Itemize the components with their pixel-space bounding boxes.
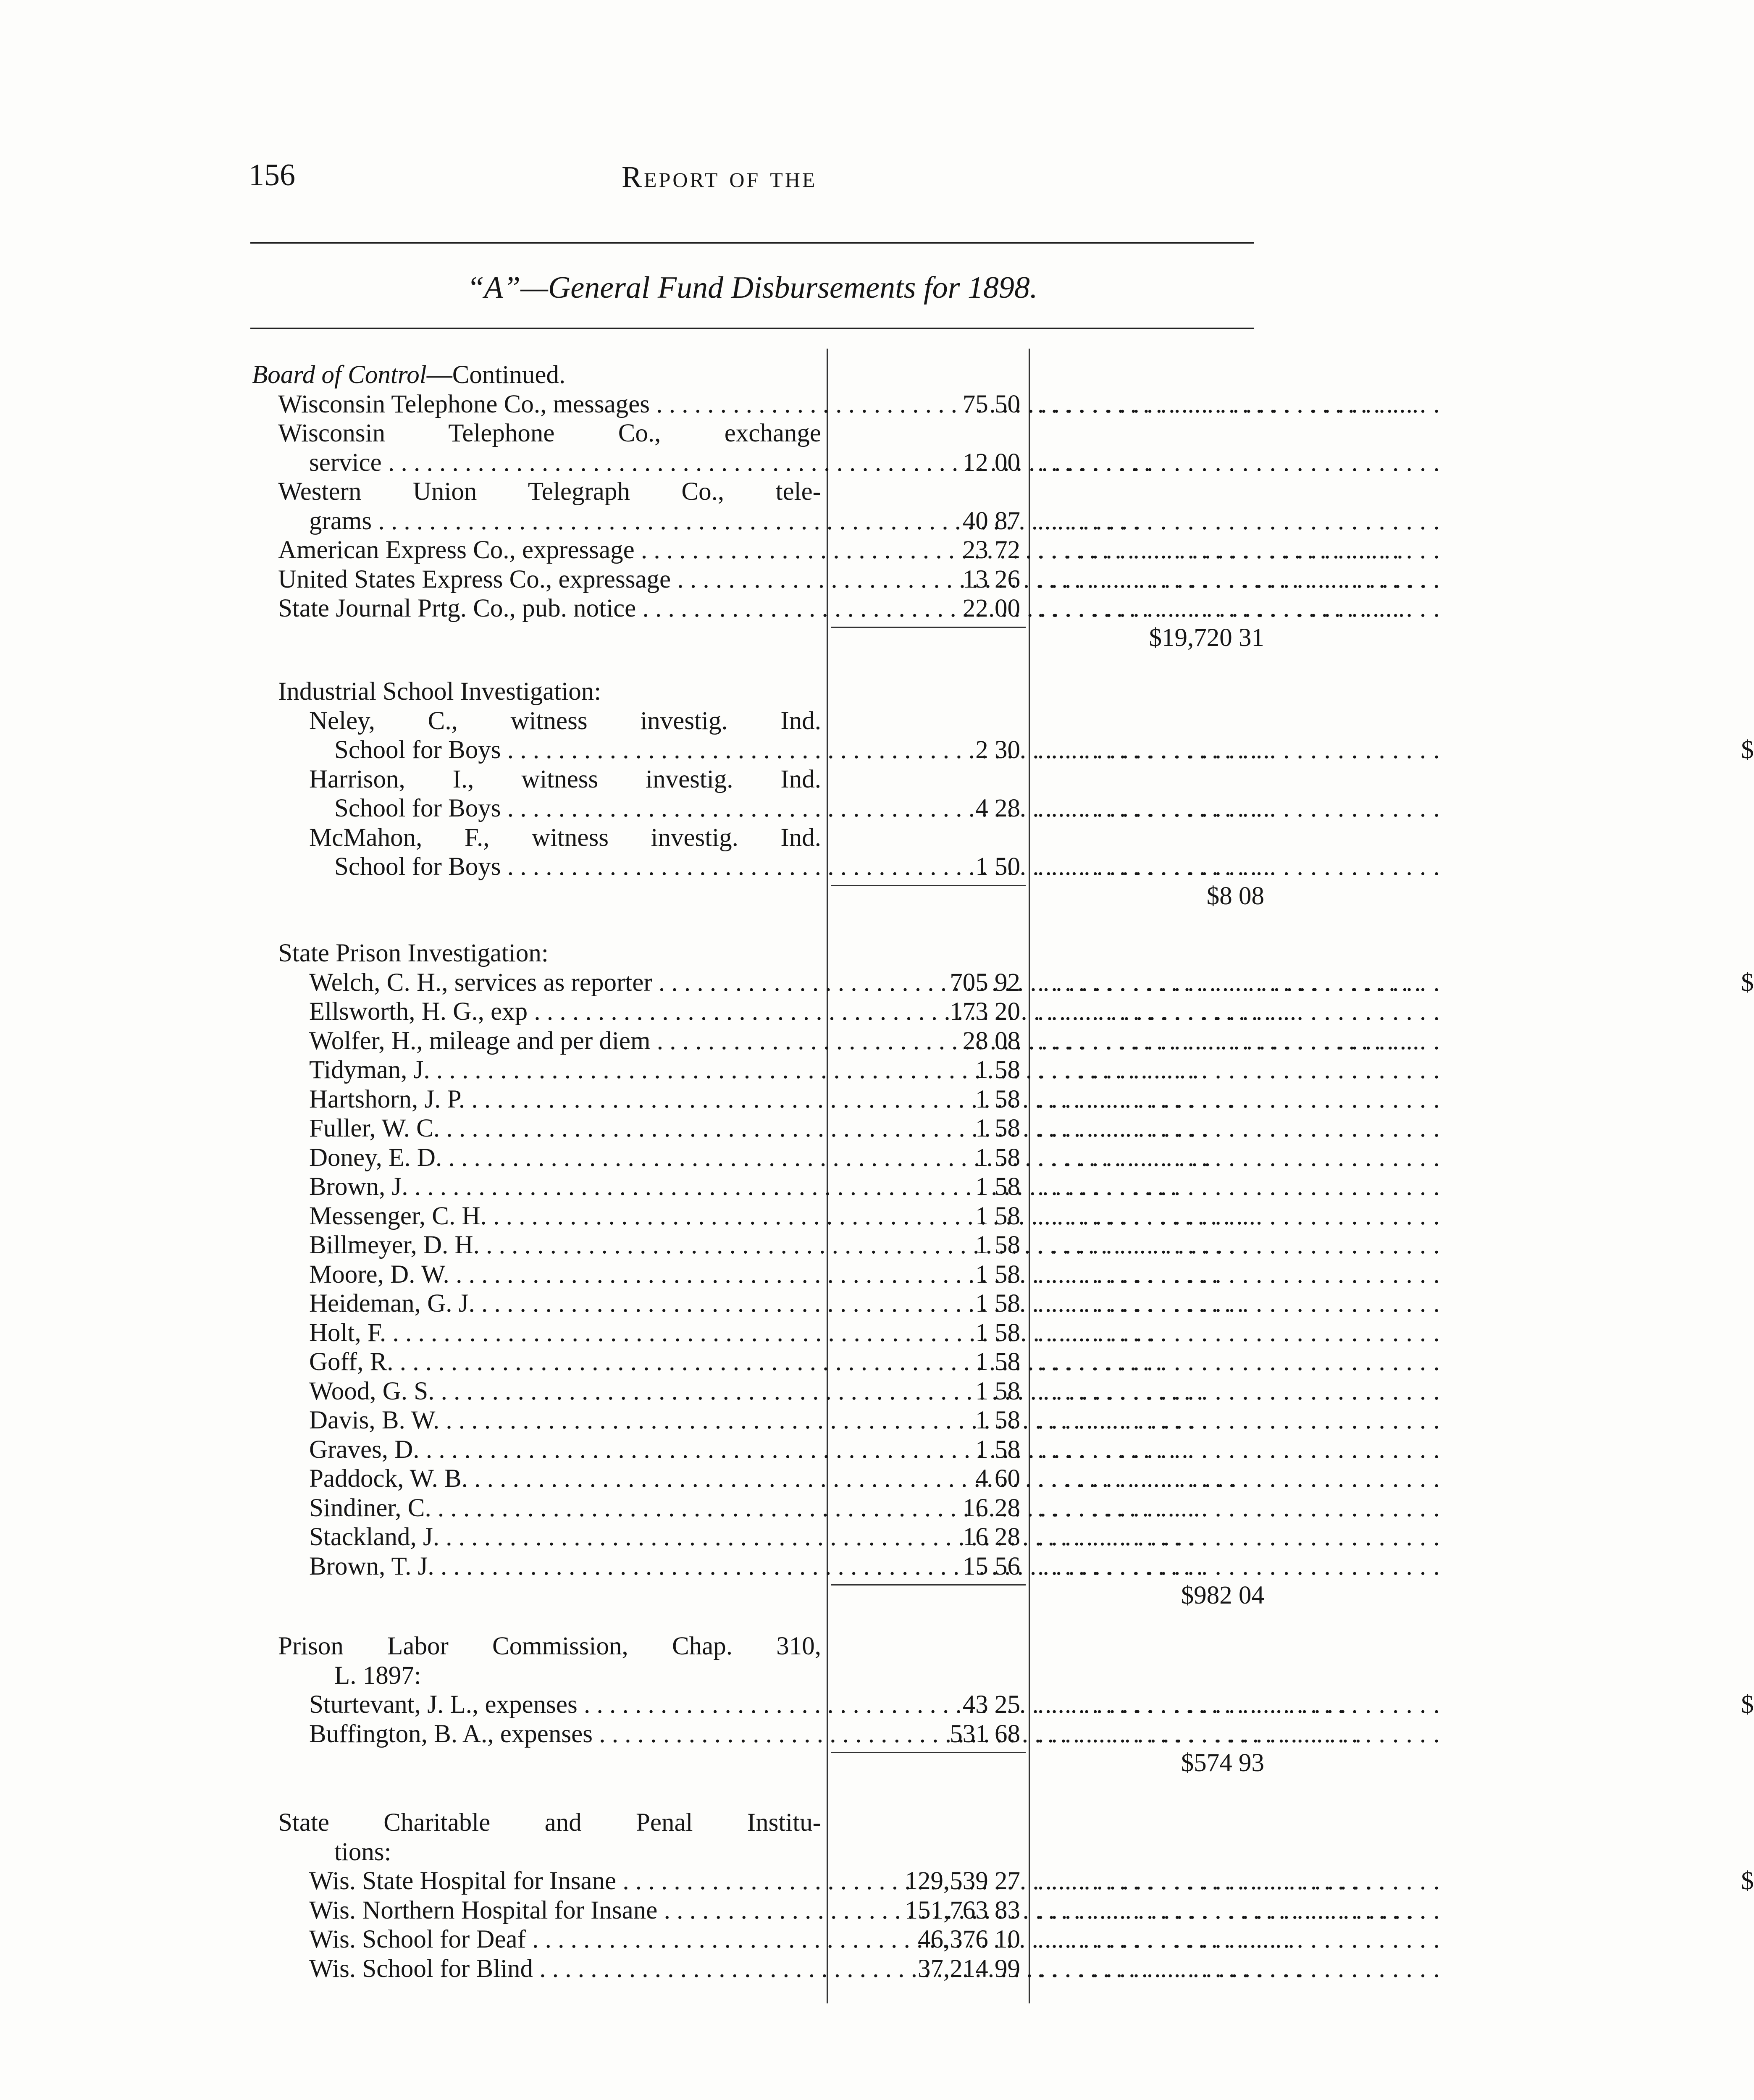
entry-description: Western Union Telegraph Co., tele- [278,478,821,506]
entry-amount: 37,214 99 [918,1954,1020,1983]
total-leader-dots [1037,1406,1264,1435]
table-row [0,1581,1337,1610]
page-number: 156 [249,158,295,192]
table-title: “A”—General Fund Disbursements for 1898. [467,270,1038,305]
dollar-sign: $ [1741,968,1754,997]
table-row [0,1522,1337,1552]
entry-description: Sindiner, C. . . . [309,1494,821,1523]
section-heading: tions: [334,1838,391,1866]
entry-amount: 1 58 [975,1114,1020,1142]
entry-amount: 1 50 [975,853,1020,881]
total-leader-dots [1037,735,1264,765]
total-leader-dots [1037,1954,1264,1984]
entry-description: Holt, F. . . . [309,1318,821,1348]
entry-description: Fuller, W. C. . . . [309,1114,821,1143]
table-row [0,360,1337,390]
entry-amount: 46,376 10 [918,1925,1020,1953]
total-leader-dots [1037,1377,1264,1406]
table-row [0,1231,1337,1260]
table-row [0,1406,1337,1435]
table-row [0,1748,1337,1778]
table-row [0,1055,1337,1085]
entry-description: service . . . [309,448,821,478]
entry-description: Wis. School for Deaf . . . [309,1925,821,1954]
table-row [0,1954,1337,1984]
table-row [0,623,1337,653]
total-leader-dots [1037,1318,1264,1348]
entry-amount: 22 00 [962,594,1020,622]
total-leader-dots [1037,1260,1264,1289]
total-leader-dots [1037,390,1264,419]
table-row [0,997,1337,1026]
entry-amount: 12 00 [962,448,1020,477]
entry-amount: 1 58 [975,1056,1020,1084]
entry-amount: 4 60 [975,1465,1020,1493]
entry-amount: 15 56 [962,1552,1020,1580]
table-row [0,419,1337,448]
total-leader-dots [1037,1143,1264,1173]
entry-description: School for Boys . . . [334,794,821,823]
total-leader-dots [1037,594,1264,623]
table-row [0,765,1337,794]
table-row [0,1347,1337,1377]
table-row [0,1719,1337,1749]
entry-description: Graves, D. . . . [309,1435,821,1465]
entry-amount: 16 28 [962,1523,1020,1551]
total-leader-dots [1037,1289,1264,1318]
entry-amount: 1 58 [975,1406,1020,1434]
entry-amount: 28 08 [962,1026,1020,1055]
entry-description: Hartshorn, J. P. . . . [309,1085,821,1114]
entry-description: Stackland, J. . . . [309,1522,821,1552]
entry-amount: 23 72 [962,536,1020,564]
total-leader-dots [1037,1114,1264,1143]
entry-amount: 4 28 [975,794,1020,822]
entry-description: Goff, R. . . . [309,1347,821,1377]
section-heading: State Charitable and Penal Institu- [278,1809,821,1837]
entry-description: Heideman, G. J. . . . [309,1289,821,1318]
total-leader-dots [1037,536,1264,565]
table-row [0,1260,1337,1289]
total-leader-dots [1037,1896,1264,1925]
table-row [0,536,1337,565]
entry-description: School for Boys . . . [334,735,821,765]
table-row [0,1808,1337,1838]
table-row [0,1494,1337,1523]
table-row [0,852,1337,882]
entry-amount: 173 20 [950,998,1020,1026]
entry-amount [834,1866,1754,1896]
total-leader-dots [1037,1494,1264,1523]
entry-amount: 1 58 [975,1318,1020,1347]
entry-description: Wisconsin Telephone Co., exchange [278,419,821,447]
entry-description: Buffington, B. A., expenses . . . [309,1719,821,1749]
amount-value: 2 30 [975,736,1020,764]
section-heading: Prison Labor Commission, Chap. 310, [278,1632,821,1660]
table-row [0,1114,1337,1143]
table-row [0,1289,1337,1318]
entry-amount: 16 28 [962,1494,1020,1522]
entry-description: Doney, E. D. . . . [309,1143,821,1173]
entry-description: Paddock, W. B. . . . [309,1464,821,1494]
entry-description: grams . . . [309,507,821,536]
entry-description: Sturtevant, J. L., expenses . . . [309,1690,821,1719]
total-leader-dots [1037,852,1264,882]
total-leader-dots [1037,1866,1264,1896]
entry-amount: 1 58 [975,1435,1020,1464]
entry-amount [834,735,1754,765]
entry-description: United States Express Co., expressage . . . [278,565,821,594]
section-total: $8 08 [1206,882,1264,910]
entry-amount: 1 58 [975,1260,1020,1289]
running-head: Report of the [622,160,817,194]
entry-amount: 1 58 [975,1143,1020,1172]
entry-amount: 1 58 [975,1377,1020,1405]
total-leader-dots [1037,794,1264,823]
table-row [0,823,1337,853]
section-total: $574 93 [1181,1749,1264,1777]
total-leader-dots [1037,1719,1264,1749]
total-leader-dots [1037,1055,1264,1085]
table-row [0,1925,1337,1954]
table-row [0,1318,1337,1348]
entry-amount: 1 58 [975,1085,1020,1113]
entry-amount: 1 58 [975,1173,1020,1201]
entry-amount [834,1690,1754,1719]
section-heading-suffix: —Continued. [426,361,566,389]
entry-amount: 75 50 [962,390,1020,418]
amount-value: 43 25 [962,1690,1020,1719]
section-heading-title: Board of Control [252,361,427,389]
entry-description: Tidyman, J. . . . [309,1055,821,1085]
table-row [0,1085,1337,1114]
table-row [0,1838,1337,1867]
amount-value: 705 92 [950,968,1020,997]
table-row [0,1202,1337,1231]
table-row [0,1632,1337,1661]
table-row [0,939,1337,968]
table-row [0,882,1337,911]
table-row [0,507,1337,536]
entry-amount: 1 58 [975,1202,1020,1230]
section-heading [252,360,821,390]
entry-description: Brown, T. J. . . . [309,1552,821,1581]
entry-description: Messenger, C. H. . . . [309,1202,821,1231]
entry-description: Ellsworth, H. G., exp . . . [309,997,821,1026]
dollar-sign: $ [1741,736,1754,764]
entry-description: Wis. School for Blind . . . [309,1954,821,1984]
entry-description: Wisconsin Telephone Co., messages . . . [278,390,821,419]
table-row [0,1661,1337,1690]
section-total: $982 04 [1181,1581,1264,1609]
entry-amount: 531 68 [950,1719,1020,1748]
section-total: $19,720 31 [1149,623,1264,652]
entry-description: Harrison, I., witness investig. Ind. [309,765,821,793]
table-row [0,677,1337,706]
table-row [0,1464,1337,1494]
total-leader-dots [1037,1552,1264,1581]
table-row [0,1896,1337,1925]
entry-description: Wis. State Hospital for Insane . . . [309,1866,821,1896]
total-leader-dots [1037,1026,1264,1056]
total-leader-dots [1037,997,1264,1026]
table-row [0,1143,1337,1173]
entry-amount: 1 58 [975,1348,1020,1376]
entry-description: Wolfer, H., mileage and per diem . . . [309,1026,821,1056]
total-leader-dots [1037,1172,1264,1202]
table-row [0,735,1754,765]
section-heading: L. 1897: [334,1661,421,1690]
section-heading: Industrial School Investigation: [278,677,601,706]
total-leader-dots [1037,1690,1264,1719]
table-row [0,1026,1337,1056]
total-leader-dots [1037,1231,1264,1260]
entry-amount: 1 58 [975,1231,1020,1259]
table-row [0,477,1337,507]
total-leader-dots [1037,1925,1264,1954]
entry-description: Davis, B. W. . . . [309,1406,821,1435]
entry-amount: 40 87 [962,507,1020,535]
total-leader-dots [1037,507,1264,536]
table-row [0,1435,1337,1465]
table-row [0,706,1337,736]
total-leader-dots [1037,1085,1264,1114]
entry-description: American Express Co., expressage . . . [278,536,821,565]
dollar-sign: $ [1741,1867,1754,1895]
table-row [0,968,1754,998]
entry-description: Billmeyer, D. H. . . . [309,1231,821,1260]
table-row [0,794,1337,823]
entry-description: State Journal Prtg. Co., pub. notice . . . [278,594,821,623]
entry-description: School for Boys . . . [334,852,821,882]
entry-description: Neley, C., witness investig. Ind. [309,706,821,735]
entry-description: Welch, C. H., services as reporter . . . [309,968,821,998]
table-row [0,594,1337,623]
entry-description: Wis. Northern Hospital for Insane . . . [309,1896,821,1925]
table-row [0,1172,1337,1202]
entry-description: Wood, G. S. . . . [309,1377,821,1406]
top-rule [250,242,1254,244]
dollar-sign: $ [1741,1690,1754,1719]
total-leader-dots [1037,1347,1264,1377]
total-leader-dots [1037,1202,1264,1231]
total-leader-dots [1037,1435,1264,1465]
table-row [0,448,1337,478]
table-row [0,565,1337,594]
amount-value: 129,539 27 [905,1867,1020,1895]
title-rule [250,328,1254,329]
total-leader-dots [1037,448,1264,478]
section-heading: State Prison Investigation: [278,939,549,967]
table-row [0,1377,1337,1406]
table-row [0,1866,1754,1896]
table-row [0,1690,1754,1719]
total-leader-dots [1037,565,1264,594]
table-row [0,390,1337,419]
total-leader-dots [1037,1522,1264,1552]
entry-amount: 13 26 [962,565,1020,593]
total-leader-dots [1037,1464,1264,1494]
entry-amount [834,968,1754,998]
entry-amount: 151,763 83 [905,1896,1020,1924]
entry-description: Brown, J. . . . [309,1172,821,1202]
entry-description: McMahon, F., witness investig. Ind. [309,823,821,852]
entry-description: Moore, D. W. . . . [309,1260,821,1289]
table-row [0,1552,1337,1581]
entry-amount: 1 58 [975,1289,1020,1318]
total-leader-dots [1037,968,1264,998]
